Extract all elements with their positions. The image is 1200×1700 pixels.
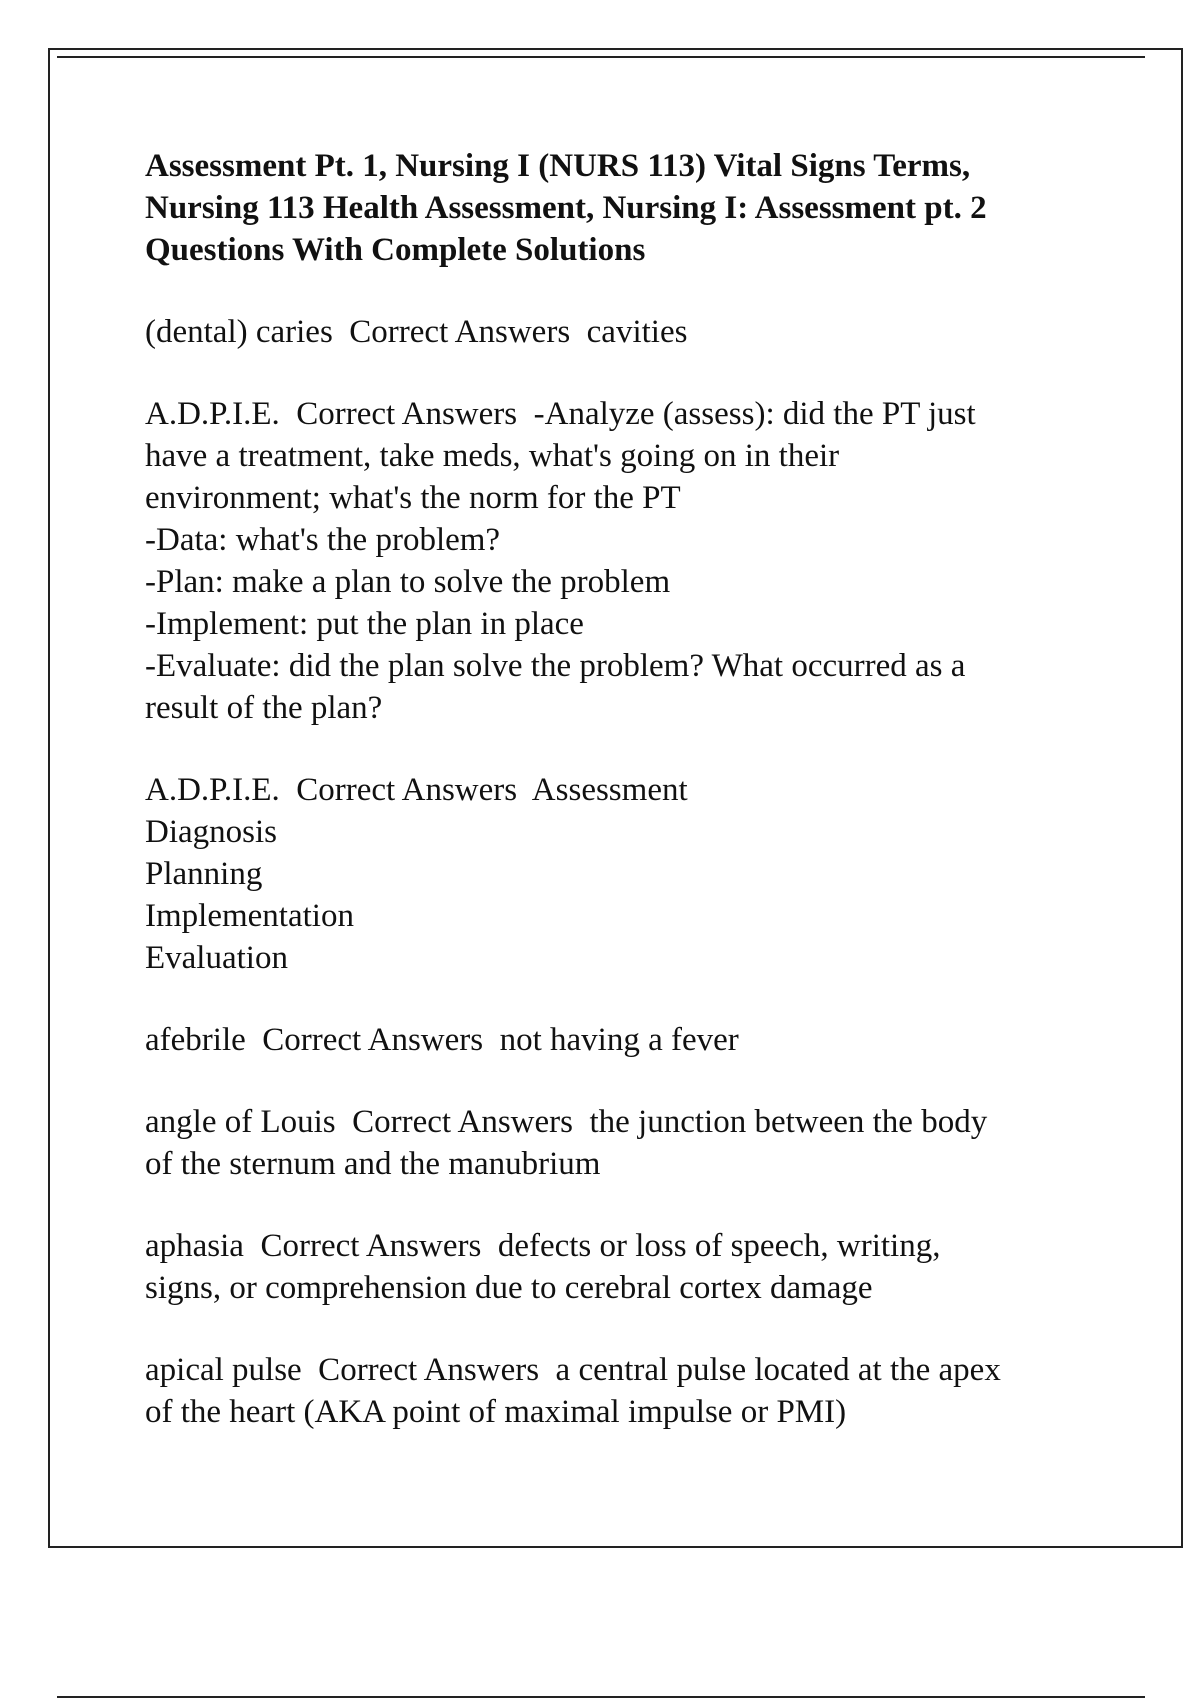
entry-line: -Data: what's the problem? <box>145 522 501 558</box>
entry-aphasia <box>145 1225 1105 1309</box>
entry-line: Evaluation <box>145 940 288 976</box>
title-line: Questions With Complete Solutions <box>145 232 646 268</box>
entry-line: of the sternum and the manubrium <box>145 1146 601 1182</box>
entry-line: -Plan: make a plan to solve the problem <box>145 564 671 600</box>
entry-line: angle of Louis Correct Answers the junction between the body <box>145 1104 988 1140</box>
entry-line: -Implement: put the plan in place <box>145 606 584 642</box>
entry-line: afebrile Correct Answers not having a fever <box>145 1022 739 1058</box>
entry-line: result of the plan? <box>145 690 383 726</box>
document-title <box>145 145 1105 271</box>
entry-line: -Evaluate: did the plan solve the problem? What occurred as a <box>145 648 966 684</box>
title-line: Nursing 113 Health Assessment, Nursing I: Assessment pt. 2 <box>145 190 987 226</box>
entry-line: of the heart (AKA point of maximal impulse or PMI) <box>145 1394 847 1430</box>
entry-dental-caries <box>145 311 1105 353</box>
entry-line: have a treatment, take meds, what's going on in their <box>145 438 840 474</box>
entry-line: A.D.P.I.E. Correct Answers -Analyze (assess): did the PT just <box>145 396 976 432</box>
entry-adpie-assessment <box>145 769 1105 979</box>
entry-line: Diagnosis <box>145 814 277 850</box>
entry-line: environment; what's the norm for the PT <box>145 480 681 516</box>
entry-line: apical pulse Correct Answers a central pulse located at the apex <box>145 1352 1001 1388</box>
entry-line: A.D.P.I.E. Correct Answers Assessment <box>145 772 688 808</box>
entry-line: signs, or comprehension due to cerebral cortex damage <box>145 1270 873 1306</box>
entry-angle-of-louis <box>145 1101 1105 1185</box>
entry-line: aphasia Correct Answers defects or loss of speech, writing, <box>145 1228 941 1264</box>
entry-afebrile <box>145 1019 1105 1061</box>
title-line: Assessment Pt. 1, Nursing I (NURS 113) Vital Signs Terms, <box>145 148 971 184</box>
entry-adpie-analyze <box>145 393 1105 729</box>
bottom-rule <box>57 1696 1145 1698</box>
entry-apical-pulse <box>145 1349 1105 1433</box>
entry-line: (dental) caries Correct Answers cavities <box>145 314 688 350</box>
entry-line: Planning <box>145 856 263 892</box>
entry-line: Implementation <box>145 898 354 934</box>
document-content <box>145 145 1105 1473</box>
